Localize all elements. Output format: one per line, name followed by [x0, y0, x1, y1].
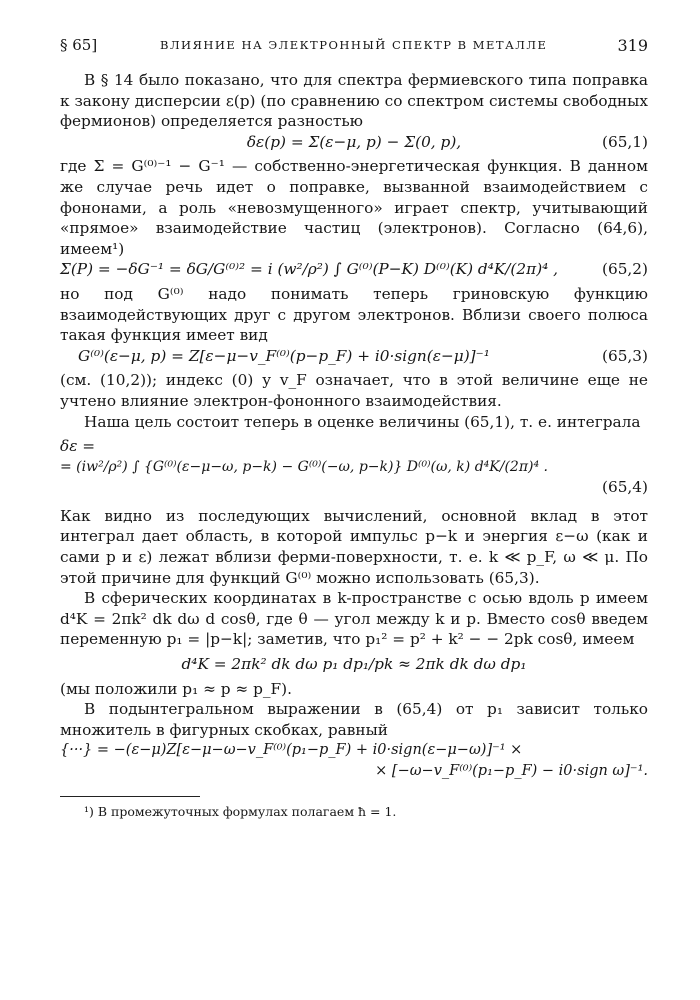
header-section: § 65]	[60, 36, 98, 54]
equation-65-4-line-1: δε =	[60, 437, 96, 456]
equation-braces-line-1: {···} = −(ε−μ)Z[ε−μ−ω−v_F⁽⁰⁾(p₁−p_F) + i0·sign(ε−μ−ω)]⁻¹ ×	[60, 742, 523, 759]
equation-d4k-body: d⁴K = 2πk² dk dω p₁ dp₁/pk ≈ 2πk dk dω dp₁	[181, 655, 527, 674]
paragraph-8: (мы положили p₁ ≈ p ≈ p_F).	[60, 679, 292, 698]
equation-65-3	[60, 346, 648, 367]
paragraph-5: Наша цель состоит теперь в оценке величины (65,1), т. е. интеграла	[84, 412, 641, 431]
footnote: ¹) В промежуточных формулах полагаем ħ = 1.	[84, 803, 397, 819]
footnote-rule	[60, 796, 200, 797]
paragraph-6: Как видно из последующих вычислений, основной вклад в этот интеграл дает область, в которой импульс p−k и энергия ε−ω (как и сами p и ε) лежат вблизи ферми-поверхности, т. е. k ≪ p_F, ω ≪ μ. По этой причине для функций G⁽⁰⁾ можно использовать (65,3).	[60, 506, 648, 587]
equation-65-1	[60, 132, 648, 153]
equation-65-1-body: δε(p) = Σ(ε−μ, p) − Σ(0, p),	[246, 132, 462, 151]
paragraph-4: (см. (10,2)); индекс (0) у v_F означает, что в этой величине еще не учтено влияние электрон-фононного взаимодействия.	[60, 371, 648, 410]
equation-65-1-number: (65,1)	[602, 132, 648, 151]
paragraph-3: но под G⁽⁰⁾ надо понимать теперь гриновскую функцию взаимодействующих друг с другом электронов. Вблизи своего полюса такая функция имеет вид	[60, 284, 648, 345]
equation-braces	[60, 740, 648, 781]
equation-65-2-number: (65,2)	[602, 260, 648, 279]
page-number: 319	[617, 36, 648, 55]
header-title: ВЛИЯНИЕ НА ЭЛЕКТРОННЫЙ СПЕКТР В МЕТАЛЛЕ	[160, 38, 548, 52]
equation-65-2-body: Σ(P) = −δG⁻¹ = δG/G⁽⁰⁾² = i (w²/ρ²) ∫ G⁽⁰⁾(P−K) D⁽⁰⁾(K) d⁴K/(2π)⁴ ,	[60, 260, 559, 279]
equation-65-4	[60, 436, 648, 498]
paragraph-1: В § 14 было показано, что для спектра фермиевского типа поправка к закону дисперсии ε(p) (по сравнению со спектром системы свободных фермионов) определяется разностью	[60, 71, 648, 131]
equation-65-2	[60, 259, 648, 280]
equation-65-3-body: G⁽⁰⁾(ε−μ, p) = Z[ε−μ−v_F⁽⁰⁾(p−p_F) + i0·sign(ε−μ)]⁻¹	[78, 346, 490, 365]
paragraph-9: В подынтегральном выражении в (65,4) от p₁ зависит только множитель в фигурных скобках, равный	[60, 700, 648, 739]
equation-d4k	[60, 654, 648, 675]
equation-65-3-number: (65,3)	[602, 346, 648, 365]
paragraph-7: В сферических координатах в k-пространстве с осью вдоль p имеем d⁴K = 2πk² dk dω d cosθ, где θ — угол между k и p. Вместо cosθ введем переменную p₁ = |p−k|; заметив, что p₁² = p² + k² − − 2pk cosθ, имеем	[60, 589, 648, 649]
running-header	[60, 36, 648, 62]
equation-65-4-line-2: = (iw²/ρ²) ∫ {G⁽⁰⁾(ε−μ−ω, p−k) − G⁽⁰⁾(−ω, p−k)} D⁽⁰⁾(ω, k) d⁴K/(2π)⁴ .	[60, 458, 548, 475]
paragraph-2: где Σ = G⁽⁰⁾⁻¹ − G⁻¹ — собственно-энергетическая функция. В данном же случае речь идет о поправке, вызванной взаимодействием с фононами, а роль «невозмущенного» играет спектр, учитывающий «прямое» взаимодействие частиц (электронов). Согласно (64,6), имеем¹)	[60, 157, 648, 258]
equation-braces-line-2: × [−ω−v_F⁽⁰⁾(p₁−p_F) − i0·sign ω]⁻¹.	[375, 763, 648, 779]
equation-65-4-number: (65,4)	[602, 478, 648, 497]
